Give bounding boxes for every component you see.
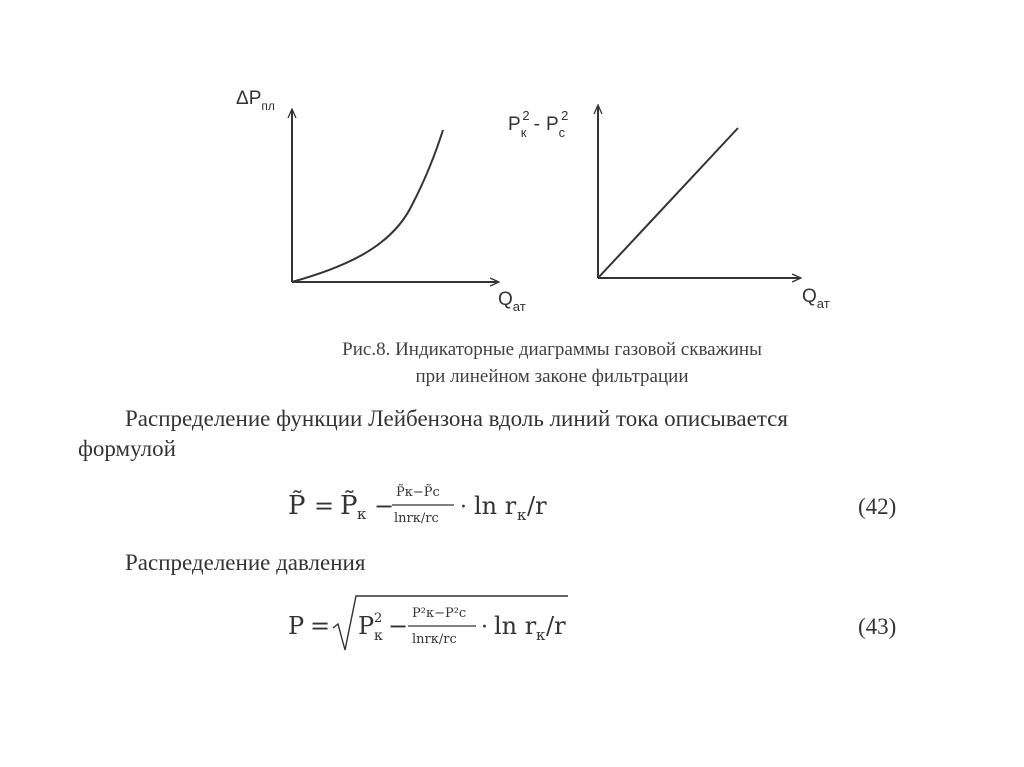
f43-numerator: P²к−P²с xyxy=(412,606,467,621)
f43-tail-end: /r xyxy=(546,612,566,640)
f43-denominator: lnrк/rс xyxy=(412,632,457,647)
f42-numerator: P̃к−P̃с xyxy=(396,485,440,500)
f42-tail-end: /r xyxy=(527,492,547,520)
equation-number-43: (43) xyxy=(858,614,897,639)
left-y-axis-label: $\Delta P_{пл}$ xyxy=(236,88,275,113)
left-chart xyxy=(236,88,526,314)
equation-number-42: (42) xyxy=(858,494,897,519)
f43-lhs: P xyxy=(288,612,305,640)
f43-eq: = xyxy=(310,612,331,640)
f42-term1-sub: к xyxy=(357,505,367,523)
f43-term1-sub: к xyxy=(374,628,383,644)
f43-dot: · xyxy=(481,615,488,640)
f42-dot: · xyxy=(460,495,467,520)
figure-caption-line2: при линейном законе фильтрации xyxy=(415,366,689,387)
right-x-axis-label: $Q_{ат}$ xyxy=(802,286,830,311)
f42-lhs: P̃ xyxy=(288,491,306,521)
f43-minus: − xyxy=(388,612,409,640)
left-curve xyxy=(292,130,443,282)
f43-tail: ln r xyxy=(494,612,537,640)
figure-caption-line1: Рис.8. Индикаторные диаграммы газовой скважины xyxy=(342,339,762,360)
left-x-axis-label: $Q_{ат}$ xyxy=(498,289,526,314)
paragraph-1-line-2: формулой xyxy=(78,436,176,461)
right-chart xyxy=(508,106,830,311)
f42-tail-sub: к xyxy=(517,506,527,524)
indicator-diagrams-figure xyxy=(0,0,1024,330)
f43-term1: P xyxy=(358,612,375,640)
right-line xyxy=(598,128,738,278)
f43-tail-sub: к xyxy=(536,626,546,644)
f42-tail: ln r xyxy=(474,492,517,520)
f43-term1-sup: 2 xyxy=(374,611,383,626)
formula-43 xyxy=(270,590,590,660)
f42-eq: = xyxy=(314,492,335,520)
paragraph-2: Распределение давления xyxy=(125,550,366,575)
f42-denominator: lnrк/rс xyxy=(394,511,439,526)
right-y-axis-label: $P_к2 - P_с2$ xyxy=(508,108,569,140)
paragraph-1-line-1: Распределение функции Лейбензона вдоль линий тока описывается xyxy=(125,406,788,431)
f42-term1: P̃ xyxy=(340,491,358,521)
f42-minus: − xyxy=(374,492,395,520)
formula-42 xyxy=(270,470,590,540)
